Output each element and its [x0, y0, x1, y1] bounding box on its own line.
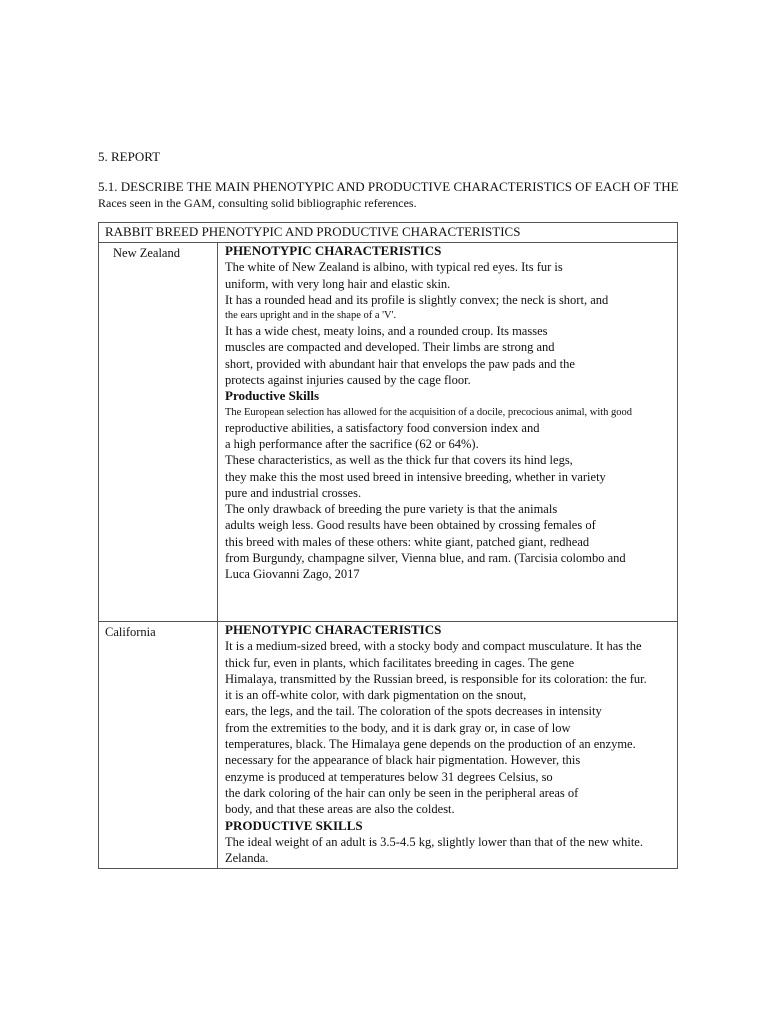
intro-line-2: Races seen in the GAM, consulting solid bibliographic references. [98, 196, 417, 210]
text-line: protects against injuries caused by the cage floor. [225, 373, 471, 388]
section-heading: 5. REPORT [98, 149, 161, 164]
text-line: a high performance after the sacrifice (62 or 64%). [225, 436, 479, 451]
text-line: Luca Giovanni Zago, 2017 [225, 567, 360, 582]
text-line: ears, the legs, and the tail. The coloration of the spots decreases in intensity [225, 704, 602, 719]
text-line: The white of New Zealand is albino, with typical red eyes. Its fur is [225, 260, 563, 275]
text-line: These characteristics, as well as the thick fur that covers its hind legs, [225, 453, 573, 468]
breed-name: California [99, 622, 218, 869]
text-line: uniform, with very long hair and elastic skin. [225, 276, 451, 291]
text-line: It has a rounded head and its profile is slightly convex; the neck is short, and [225, 292, 609, 307]
breed-description [218, 622, 678, 869]
header-rabbit-breed: RABBIT BREED [105, 224, 199, 239]
text-line: It is a medium-sized breed, with a stocky body and compact musculature. It has the [225, 639, 642, 654]
text-line: muscles are compacted and developed. Their limbs are strong and [225, 340, 555, 355]
text-line: temperatures, black. The Himalaya gene depends on the production of an enzyme. [225, 737, 636, 752]
text-line: enzyme is produced at temperatures below 31 degrees Celsius, so [225, 769, 553, 784]
phenotypic-heading: PHENOTYPIC CHARACTERISTICS [225, 622, 442, 637]
text-line: they make this the most used breed in intensive breeding, whether in variety [225, 469, 606, 484]
text-line: thick fur, even in plants, which facilitates breeding in cages. The gene [225, 655, 575, 670]
productive-heading: PRODUCTIVE SKILLS [225, 817, 363, 833]
text-line: from Burgundy, champagne silver, Vienna blue, and ram. (Tarcisia colombo and [225, 551, 626, 566]
breed-description [218, 243, 678, 622]
text-line: The ideal weight of an adult is 3.5-4.5 kg, slightly lower than that of the new white. [225, 834, 643, 849]
text-line: reproductive abilities, a satisfactory food conversion index and [225, 420, 540, 435]
breeds-table [98, 222, 678, 869]
table-header-row [99, 223, 678, 243]
text-line: pure and industrial crosses. [225, 485, 362, 500]
table-header [99, 223, 678, 243]
section-intro [98, 178, 718, 212]
productive-heading: Productive Skills [225, 388, 320, 404]
phenotypic-heading: PHENOTYPIC CHARACTERISTICS [225, 243, 442, 258]
text-line: adults weigh less. Good results have been obtained by crossing females of [225, 518, 596, 533]
header-characteristics: PHENOTYPIC AND PRODUCTIVE CHARACTERISTICS [201, 224, 521, 239]
text-line: The European selection has allowed for the acquisition of a docile, precocious animal, with good [225, 406, 633, 418]
text-line: necessary for the appearance of black hair pigmentation. However, this [225, 753, 581, 768]
text-line: It has a wide chest, meaty loins, and a rounded croup. Its masses [225, 324, 548, 339]
text-line: from the extremities to the body, and it is dark gray or, in case of low [225, 720, 571, 735]
intro-line-1: 5.1. DESCRIBE THE MAIN PHENOTYPIC AND PRODUCTIVE CHARACTERISTICS OF EACH OF THE [98, 179, 679, 194]
text-line: body, and that these areas are also the coldest. [225, 802, 455, 817]
text-line: the ears upright and in the shape of a 'V'. [225, 310, 397, 322]
text-line: short, provided with abundant hair that envelops the paw pads and the [225, 356, 575, 371]
table-row [99, 622, 678, 869]
text-line: Himalaya, transmitted by the Russian breed, is responsible for its coloration: the fur. [225, 671, 647, 686]
text-line: Zelanda. [225, 851, 269, 866]
table-row [99, 243, 678, 622]
text-line: it is an off-white color, with dark pigmentation on the snout, [225, 688, 527, 703]
text-line: The only drawback of breeding the pure variety is that the animals [225, 502, 558, 517]
breed-name: New Zealand [99, 243, 218, 622]
text-line: this breed with males of these others: white giant, patched giant, redhead [225, 534, 590, 549]
text-line: the dark coloring of the hair can only be seen in the peripheral areas of [225, 785, 579, 800]
